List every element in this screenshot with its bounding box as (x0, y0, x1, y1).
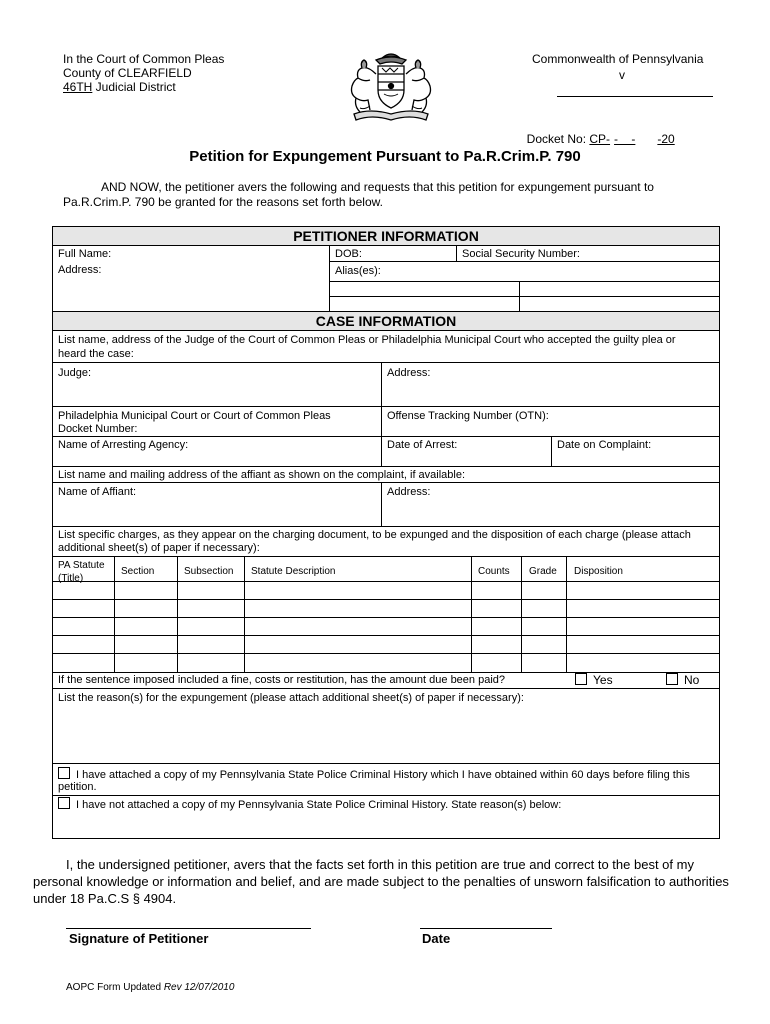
petitioner-heading: PETITIONER INFORMATION (53, 227, 719, 245)
judge-instruction-2: heard the case: (58, 348, 134, 360)
district-label: Judicial District (92, 80, 176, 94)
col-subsection-header: Subsection (184, 566, 234, 577)
fine-yes-option[interactable] (575, 673, 613, 687)
versus-label: v (619, 68, 625, 82)
charge-row[interactable] (52, 653, 720, 654)
charge-row[interactable] (52, 599, 720, 600)
judge-address-field[interactable]: Address: (387, 367, 431, 379)
affiant-instruction: List name and mailing address of the affiant as shown on the complaint, if available: (58, 469, 466, 481)
alias-row-divider (329, 296, 720, 297)
judicial-district (63, 80, 176, 94)
pennsylvania-seal-icon (340, 48, 442, 126)
intro-line-1: AND NOW, the petitioner avers the following and requests that this petition for expungement pursuant to (101, 180, 654, 194)
charge-row[interactable] (52, 635, 720, 636)
history-attached-label-2: petition. (58, 781, 97, 793)
col-description-header: Statute Description (251, 566, 336, 577)
defendant-name-line[interactable] (557, 96, 713, 97)
col-grade-header: Grade (529, 566, 557, 577)
arrest-date-field[interactable]: Date of Arrest: (387, 439, 458, 451)
charges-instruction-1: List specific charges, as they appear on the charging document, to be expunged and the disposition of each charge (please attach (58, 529, 691, 541)
court-docket-field-1[interactable]: Philadelphia Municipal Court or Court of Common Pleas (58, 410, 331, 422)
address-field[interactable]: Address: (58, 264, 102, 276)
signature-label: Signature of Petitioner (69, 931, 209, 946)
petitioner-signature-line[interactable] (66, 928, 311, 929)
col-counts-header: Counts (478, 566, 510, 577)
date-signature-line[interactable] (420, 928, 552, 929)
history-attached-option[interactable] (58, 767, 690, 782)
ssn-field[interactable]: Social Security Number: (462, 248, 580, 260)
history-not-attached-checkbox[interactable] (58, 797, 70, 809)
county-name: County of CLEARFIELD (63, 66, 192, 80)
full-name-field[interactable]: Full Name: (58, 248, 112, 260)
reasons-field[interactable]: List the reason(s) for the expungement (please attach additional sheet(s) of paper if necessary): (58, 692, 524, 704)
yes-checkbox[interactable] (575, 673, 587, 685)
docket-prefix: CP- (589, 132, 611, 146)
yes-label: Yes (593, 673, 613, 687)
page-title: Petition for Expungement Pursuant to Pa.R.Crim.P. 790 (189, 148, 581, 165)
docket-suffix[interactable]: -20 (657, 132, 675, 146)
col-disposition-header: Disposition (574, 566, 623, 577)
affiant-address-field[interactable]: Address: (387, 486, 431, 498)
averment-line-2: personal knowledge or information and belief, and are made subject to the penalties of unsworn falsification to authorities (33, 874, 729, 889)
docket-number (520, 118, 675, 146)
judge-instruction-1: List name, address of the Judge of the Court of Common Pleas or Philadelphia Municipal Court who accepted the guilty plea or (58, 334, 676, 346)
otn-field[interactable]: Offense Tracking Number (OTN): (387, 410, 549, 422)
averment-line-3: under 18 Pa.C.S § 4904. (33, 891, 177, 906)
case-heading: CASE INFORMATION (53, 312, 719, 330)
docket-middle[interactable]: - - (614, 132, 636, 146)
charge-row[interactable] (52, 581, 720, 582)
history-not-attached-label: I have not attached a copy of my Pennsylvania State Police Criminal History. State reason(s) below: (76, 799, 562, 811)
intro-line-2: Pa.R.Crim.P. 790 be granted for the reasons set forth below. (63, 195, 383, 209)
averment-line-1: I, the undersigned petitioner, avers that the facts set forth in this petition are true and correct to the best of my (66, 857, 694, 872)
complaint-date-field[interactable]: Date on Complaint: (557, 439, 652, 451)
form-revision (66, 982, 234, 994)
aliases-field[interactable]: Alias(es): (335, 265, 381, 277)
judge-field[interactable]: Judge: (58, 367, 92, 379)
col-section-header: Section (121, 566, 155, 577)
fine-question: If the sentence imposed included a fine, costs or restitution, has the amount due been paid? (58, 674, 506, 686)
no-checkbox[interactable] (666, 673, 678, 685)
commonwealth-label: Commonwealth of Pennsylvania (532, 52, 704, 66)
no-label: No (684, 673, 700, 687)
history-attached-label: I have attached a copy of my Pennsylvania State Police Criminal History which I have obtained within 60 days before filing this (76, 769, 690, 781)
history-not-attached-option[interactable] (58, 797, 561, 812)
revision-date: Rev 12/07/2010 (163, 982, 235, 993)
court-docket-field-2[interactable]: Docket Number: (58, 423, 138, 435)
charges-instruction-2: additional sheet(s) of paper if necessary): (58, 542, 260, 554)
affiant-name-field[interactable]: Name of Affiant: (58, 486, 137, 498)
court-name: In the Court of Common Pleas (63, 52, 225, 66)
dob-field[interactable]: DOB: (335, 248, 362, 260)
arresting-agency-field[interactable]: Name of Arresting Agency: (58, 439, 189, 451)
fine-no-option[interactable] (666, 673, 699, 687)
col-statute-header: PA Statute (Title) (58, 560, 105, 584)
form-label: AOPC Form Updated (66, 982, 164, 993)
history-attached-checkbox[interactable] (58, 767, 70, 779)
docket-label: Docket No: (526, 132, 590, 146)
district-number: 46TH (63, 80, 93, 94)
date-label: Date (422, 931, 451, 946)
charge-row[interactable] (52, 617, 720, 618)
